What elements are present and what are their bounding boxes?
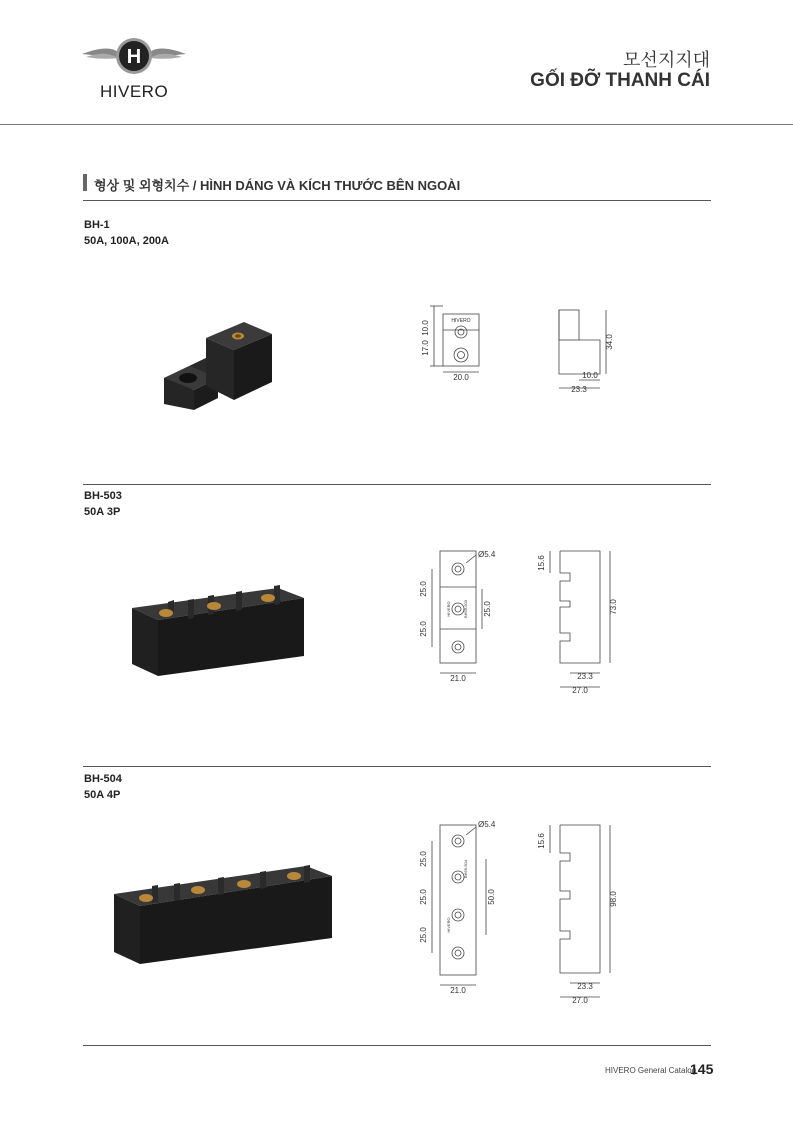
- brand-name: HIVERO: [100, 82, 169, 101]
- section-marker: [83, 174, 87, 191]
- footer-rule: [83, 1045, 711, 1046]
- svg-text:BH59-503: BH59-503: [463, 599, 468, 619]
- svg-text:10.0: 10.0: [582, 371, 598, 380]
- svg-text:25.0: 25.0: [419, 889, 428, 905]
- svg-text:27.0: 27.0: [572, 996, 588, 1005]
- section-title: 형상 및 외형치수 / HÌNH DÁNG VÀ KÍCH THƯỚC BÊN NGOÀI: [94, 178, 461, 193]
- svg-text:25.0: 25.0: [419, 581, 428, 597]
- product-model: BH-504: [84, 773, 122, 785]
- svg-text:15.6: 15.6: [537, 555, 546, 571]
- logo-letter: H: [126, 46, 142, 68]
- hivero-logo: [78, 36, 190, 84]
- svg-text:HIVERO: HIVERO: [446, 601, 451, 617]
- svg-text:21.0: 21.0: [450, 674, 466, 683]
- product-model: BH-503: [84, 490, 122, 502]
- page-number: 145: [690, 1061, 714, 1077]
- svg-text:34.0: 34.0: [605, 334, 614, 350]
- svg-text:25.0: 25.0: [419, 927, 428, 943]
- product-rule: [83, 484, 711, 485]
- page-title-korean: 모선지지대: [623, 50, 710, 70]
- svg-text:21.0: 21.0: [450, 986, 466, 995]
- footer-catalog-name: HIVERO General Catalog: [605, 1066, 697, 1075]
- svg-text:15.6: 15.6: [537, 833, 546, 849]
- svg-text:HIVERO: HIVERO: [451, 318, 471, 324]
- svg-text:25.0: 25.0: [483, 601, 492, 617]
- product-rule: [83, 766, 711, 767]
- product-model: BH-1: [84, 219, 110, 231]
- svg-text:23.3: 23.3: [577, 982, 593, 991]
- svg-text:23.3: 23.3: [577, 672, 593, 681]
- svg-text:10.0: 10.0: [421, 320, 430, 336]
- svg-text:BH59-504: BH59-504: [463, 859, 468, 879]
- svg-text:23.3: 23.3: [571, 385, 587, 394]
- svg-text:73.0: 73.0: [609, 599, 618, 615]
- bh-503-dimension-drawing: [410, 545, 630, 695]
- bh-1-dimension-drawing: [410, 300, 620, 400]
- bh-504-product-photo: [110, 858, 335, 968]
- svg-text:Ø5.4: Ø5.4: [478, 550, 496, 559]
- product-spec: 50A 4P: [84, 789, 121, 801]
- bh-503-product-photo: [128, 580, 308, 680]
- section-rule: [83, 200, 711, 201]
- bh-1-product-photo: [160, 310, 280, 415]
- svg-text:20.0: 20.0: [453, 373, 469, 382]
- svg-text:27.0: 27.0: [572, 686, 588, 695]
- svg-text:25.0: 25.0: [419, 851, 428, 867]
- svg-text:17.0: 17.0: [421, 340, 430, 356]
- svg-text:HIVERO: HIVERO: [446, 917, 451, 933]
- svg-text:25.0: 25.0: [419, 621, 428, 637]
- svg-text:50.0: 50.0: [487, 889, 496, 905]
- product-spec: 50A 3P: [84, 506, 121, 518]
- svg-text:98.0: 98.0: [609, 891, 618, 907]
- bh-504-dimension-drawing: [410, 815, 630, 1005]
- svg-text:Ø5.4: Ø5.4: [478, 820, 496, 829]
- page-title-vietnamese: GỐI ĐỠ THANH CÁI: [530, 70, 710, 91]
- product-spec: 50A, 100A, 200A: [84, 235, 169, 247]
- header-divider: [0, 124, 793, 125]
